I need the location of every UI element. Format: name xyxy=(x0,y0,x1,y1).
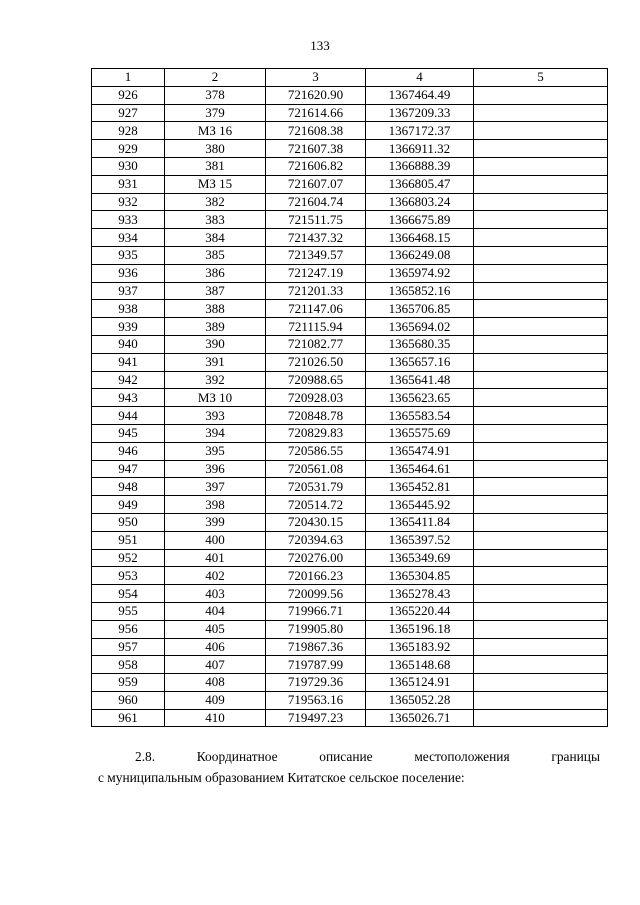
table-row xyxy=(92,318,608,336)
table-cell: 956 xyxy=(92,620,165,638)
table-cell: 939 xyxy=(92,318,165,336)
table-cell: 407 xyxy=(165,656,266,674)
table-cell: 933 xyxy=(92,211,165,229)
table-cell xyxy=(474,175,608,193)
table-cell: 1367464.49 xyxy=(366,86,474,104)
table-header-row xyxy=(92,69,608,87)
table-cell: 1365464.61 xyxy=(366,460,474,478)
table-cell: 1365304.85 xyxy=(366,567,474,585)
table-cell: 1365445.92 xyxy=(366,496,474,514)
table-cell: 1365575.69 xyxy=(366,424,474,442)
table-cell: 721607.07 xyxy=(266,175,366,193)
table-cell: 720586.55 xyxy=(266,442,366,460)
paragraph-line-1 xyxy=(98,746,600,767)
table-row xyxy=(92,353,608,371)
table-row xyxy=(92,86,608,104)
page-number: 133 xyxy=(310,38,330,53)
paragraph-word: местоположения xyxy=(414,749,510,764)
table-cell xyxy=(474,246,608,264)
table-cell: 379 xyxy=(165,104,266,122)
table-row xyxy=(92,335,608,353)
table-cell: МЗ 15 xyxy=(165,175,266,193)
table-cell xyxy=(474,335,608,353)
table-cell xyxy=(474,549,608,567)
table-row xyxy=(92,602,608,620)
table-cell xyxy=(474,460,608,478)
table-row xyxy=(92,300,608,318)
table-cell: 382 xyxy=(165,193,266,211)
table-cell: 719966.71 xyxy=(266,602,366,620)
table-cell: 719905.80 xyxy=(266,620,366,638)
table-row xyxy=(92,424,608,442)
table-cell: 404 xyxy=(165,602,266,620)
table-cell xyxy=(474,442,608,460)
table-body xyxy=(92,86,608,727)
table-cell: 1365452.81 xyxy=(366,478,474,496)
table-cell: 720531.79 xyxy=(266,478,366,496)
table-row xyxy=(92,246,608,264)
table-row xyxy=(92,674,608,692)
table-cell xyxy=(474,513,608,531)
table-cell xyxy=(474,371,608,389)
table-cell: 1365148.68 xyxy=(366,656,474,674)
table-row xyxy=(92,229,608,247)
table-cell: 720514.72 xyxy=(266,496,366,514)
table-cell: 1366911.32 xyxy=(366,140,474,158)
table-cell: 719787.99 xyxy=(266,656,366,674)
table-row xyxy=(92,460,608,478)
section-paragraph xyxy=(98,746,600,788)
table-cell xyxy=(474,674,608,692)
table-cell xyxy=(474,264,608,282)
table-cell xyxy=(474,531,608,549)
table-cell: 941 xyxy=(92,353,165,371)
table-cell: 928 xyxy=(92,122,165,140)
table-cell: 1365583.54 xyxy=(366,407,474,425)
table-cell: 1366803.24 xyxy=(366,193,474,211)
table-cell xyxy=(474,86,608,104)
table-cell xyxy=(474,353,608,371)
table-row xyxy=(92,656,608,674)
table-cell: 719497.23 xyxy=(266,709,366,727)
table-cell: 386 xyxy=(165,264,266,282)
table-cell: 931 xyxy=(92,175,165,193)
table-cell: 960 xyxy=(92,691,165,709)
table-cell xyxy=(474,424,608,442)
table-cell: 938 xyxy=(92,300,165,318)
table-cell: МЗ 10 xyxy=(165,389,266,407)
table-cell xyxy=(474,104,608,122)
table-cell xyxy=(474,620,608,638)
table-cell: 381 xyxy=(165,157,266,175)
table-row xyxy=(92,211,608,229)
table-cell: 958 xyxy=(92,656,165,674)
table-row xyxy=(92,193,608,211)
table-cell: 1365124.91 xyxy=(366,674,474,692)
table-cell: 720276.00 xyxy=(266,549,366,567)
table-cell: 392 xyxy=(165,371,266,389)
table-cell: 721604.74 xyxy=(266,193,366,211)
table-row xyxy=(92,567,608,585)
table-row xyxy=(92,157,608,175)
table-cell: 409 xyxy=(165,691,266,709)
table-cell xyxy=(474,407,608,425)
table-cell: 389 xyxy=(165,318,266,336)
table-cell xyxy=(474,691,608,709)
table-cell xyxy=(474,656,608,674)
table-cell: 388 xyxy=(165,300,266,318)
table-cell: 719729.36 xyxy=(266,674,366,692)
table-cell: 954 xyxy=(92,585,165,603)
table-row xyxy=(92,282,608,300)
paragraph-word: Координатное xyxy=(196,749,278,764)
table-cell xyxy=(474,300,608,318)
table-cell: 1365623.65 xyxy=(366,389,474,407)
table-cell: 719867.36 xyxy=(266,638,366,656)
table-cell: 387 xyxy=(165,282,266,300)
table-cell: 721437.32 xyxy=(266,229,366,247)
table-row xyxy=(92,620,608,638)
table-row xyxy=(92,140,608,158)
table-cell: МЗ 16 xyxy=(165,122,266,140)
table-cell: 1366249.08 xyxy=(366,246,474,264)
paragraph-line-2: с муниципальным образованием Китатское сельское поселение: xyxy=(98,770,465,785)
table-cell: 720394.63 xyxy=(266,531,366,549)
table-cell: 1366675.89 xyxy=(366,211,474,229)
table-cell: 720166.23 xyxy=(266,567,366,585)
table-cell: 400 xyxy=(165,531,266,549)
table-cell: 1367209.33 xyxy=(366,104,474,122)
table-cell: 398 xyxy=(165,496,266,514)
table-cell: 1365052.28 xyxy=(366,691,474,709)
table-row xyxy=(92,104,608,122)
table-row xyxy=(92,638,608,656)
table-cell xyxy=(474,282,608,300)
table-cell: 721201.33 xyxy=(266,282,366,300)
table-cell xyxy=(474,389,608,407)
table-row xyxy=(92,122,608,140)
table-cell: 721082.77 xyxy=(266,335,366,353)
table-cell: 721614.66 xyxy=(266,104,366,122)
table-row xyxy=(92,264,608,282)
table-cell: 1365474.91 xyxy=(366,442,474,460)
table-cell: 720988.65 xyxy=(266,371,366,389)
table-cell: 930 xyxy=(92,157,165,175)
table-cell: 934 xyxy=(92,229,165,247)
table-cell xyxy=(474,140,608,158)
table-cell xyxy=(474,585,608,603)
table-cell: 721606.82 xyxy=(266,157,366,175)
table-cell: 1367172.37 xyxy=(366,122,474,140)
table-cell: 721607.38 xyxy=(266,140,366,158)
table-cell: 955 xyxy=(92,602,165,620)
table-cell: 1365694.02 xyxy=(366,318,474,336)
table-cell: 721147.06 xyxy=(266,300,366,318)
paragraph-word: описание xyxy=(319,749,373,764)
table-cell: 1365706.85 xyxy=(366,300,474,318)
table-row xyxy=(92,496,608,514)
table-cell: 953 xyxy=(92,567,165,585)
table-cell: 949 xyxy=(92,496,165,514)
table-cell: 936 xyxy=(92,264,165,282)
table-cell: 959 xyxy=(92,674,165,692)
table-row xyxy=(92,531,608,549)
table-row xyxy=(92,513,608,531)
section-number: 2.8. xyxy=(135,749,156,764)
table-row xyxy=(92,691,608,709)
table-cell: 935 xyxy=(92,246,165,264)
table-cell: 720561.08 xyxy=(266,460,366,478)
table-cell xyxy=(474,211,608,229)
table-cell xyxy=(474,496,608,514)
table-cell: 719563.16 xyxy=(266,691,366,709)
column-header: 5 xyxy=(474,69,608,87)
table-cell: 926 xyxy=(92,86,165,104)
table-cell: 940 xyxy=(92,335,165,353)
table-cell: 1365183.92 xyxy=(366,638,474,656)
table-cell: 1366805.47 xyxy=(366,175,474,193)
table-cell: 942 xyxy=(92,371,165,389)
table-cell: 390 xyxy=(165,335,266,353)
table-cell: 957 xyxy=(92,638,165,656)
table-cell: 1365278.43 xyxy=(366,585,474,603)
table-cell xyxy=(474,157,608,175)
table-cell: 403 xyxy=(165,585,266,603)
table-row xyxy=(92,549,608,567)
table-cell: 410 xyxy=(165,709,266,727)
table-cell: 1365220.44 xyxy=(366,602,474,620)
table-cell: 1365026.71 xyxy=(366,709,474,727)
table-cell: 385 xyxy=(165,246,266,264)
table-cell: 937 xyxy=(92,282,165,300)
table-cell: 932 xyxy=(92,193,165,211)
table-cell: 380 xyxy=(165,140,266,158)
table-cell: 961 xyxy=(92,709,165,727)
table-cell: 929 xyxy=(92,140,165,158)
table-cell: 402 xyxy=(165,567,266,585)
column-header: 3 xyxy=(266,69,366,87)
table-cell: 394 xyxy=(165,424,266,442)
table-cell: 948 xyxy=(92,478,165,496)
table-cell: 384 xyxy=(165,229,266,247)
table-cell: 944 xyxy=(92,407,165,425)
table-cell: 391 xyxy=(165,353,266,371)
table-cell: 721620.90 xyxy=(266,86,366,104)
table-row xyxy=(92,371,608,389)
table-cell: 1365680.35 xyxy=(366,335,474,353)
table-cell: 406 xyxy=(165,638,266,656)
table-cell: 1366888.39 xyxy=(366,157,474,175)
table-cell xyxy=(474,602,608,620)
column-header: 1 xyxy=(92,69,165,87)
table-cell: 720430.15 xyxy=(266,513,366,531)
table-cell xyxy=(474,567,608,585)
table-cell: 383 xyxy=(165,211,266,229)
column-header: 4 xyxy=(366,69,474,87)
table-cell xyxy=(474,122,608,140)
table-cell: 950 xyxy=(92,513,165,531)
coordinates-table xyxy=(91,68,608,727)
table-cell: 401 xyxy=(165,549,266,567)
column-header: 2 xyxy=(165,69,266,87)
table-cell: 1365641.48 xyxy=(366,371,474,389)
table-cell xyxy=(474,229,608,247)
table-cell: 1365196.18 xyxy=(366,620,474,638)
table-cell: 1365411.84 xyxy=(366,513,474,531)
table-cell: 378 xyxy=(165,86,266,104)
table-cell: 947 xyxy=(92,460,165,478)
table-cell: 945 xyxy=(92,424,165,442)
paragraph-word: границы xyxy=(551,749,600,764)
table-cell xyxy=(474,709,608,727)
table-cell: 1365974.92 xyxy=(366,264,474,282)
table-cell: 720848.78 xyxy=(266,407,366,425)
table-cell: 721115.94 xyxy=(266,318,366,336)
table-cell: 721608.38 xyxy=(266,122,366,140)
table-cell: 721026.50 xyxy=(266,353,366,371)
table-cell xyxy=(474,318,608,336)
table-cell: 943 xyxy=(92,389,165,407)
table-row xyxy=(92,585,608,603)
table-row xyxy=(92,175,608,193)
table-cell: 720928.03 xyxy=(266,389,366,407)
table-cell: 395 xyxy=(165,442,266,460)
table-cell: 721247.19 xyxy=(266,264,366,282)
table-row xyxy=(92,389,608,407)
table-cell: 408 xyxy=(165,674,266,692)
table-cell: 393 xyxy=(165,407,266,425)
table-cell: 721349.57 xyxy=(266,246,366,264)
table-cell: 951 xyxy=(92,531,165,549)
table-cell: 1365397.52 xyxy=(366,531,474,549)
table-cell: 396 xyxy=(165,460,266,478)
table-row xyxy=(92,442,608,460)
table-cell: 1365349.69 xyxy=(366,549,474,567)
table-cell: 1365852.16 xyxy=(366,282,474,300)
table-cell: 1366468.15 xyxy=(366,229,474,247)
table-cell xyxy=(474,478,608,496)
table-cell: 720099.56 xyxy=(266,585,366,603)
table-row xyxy=(92,407,608,425)
table-row xyxy=(92,709,608,727)
table-cell: 721511.75 xyxy=(266,211,366,229)
table-cell: 397 xyxy=(165,478,266,496)
table-cell: 946 xyxy=(92,442,165,460)
table-cell: 1365657.16 xyxy=(366,353,474,371)
table-row xyxy=(92,478,608,496)
table-cell: 720829.83 xyxy=(266,424,366,442)
table-cell: 927 xyxy=(92,104,165,122)
table-cell: 952 xyxy=(92,549,165,567)
table-cell: 399 xyxy=(165,513,266,531)
table-cell xyxy=(474,638,608,656)
table-cell xyxy=(474,193,608,211)
table-cell: 405 xyxy=(165,620,266,638)
